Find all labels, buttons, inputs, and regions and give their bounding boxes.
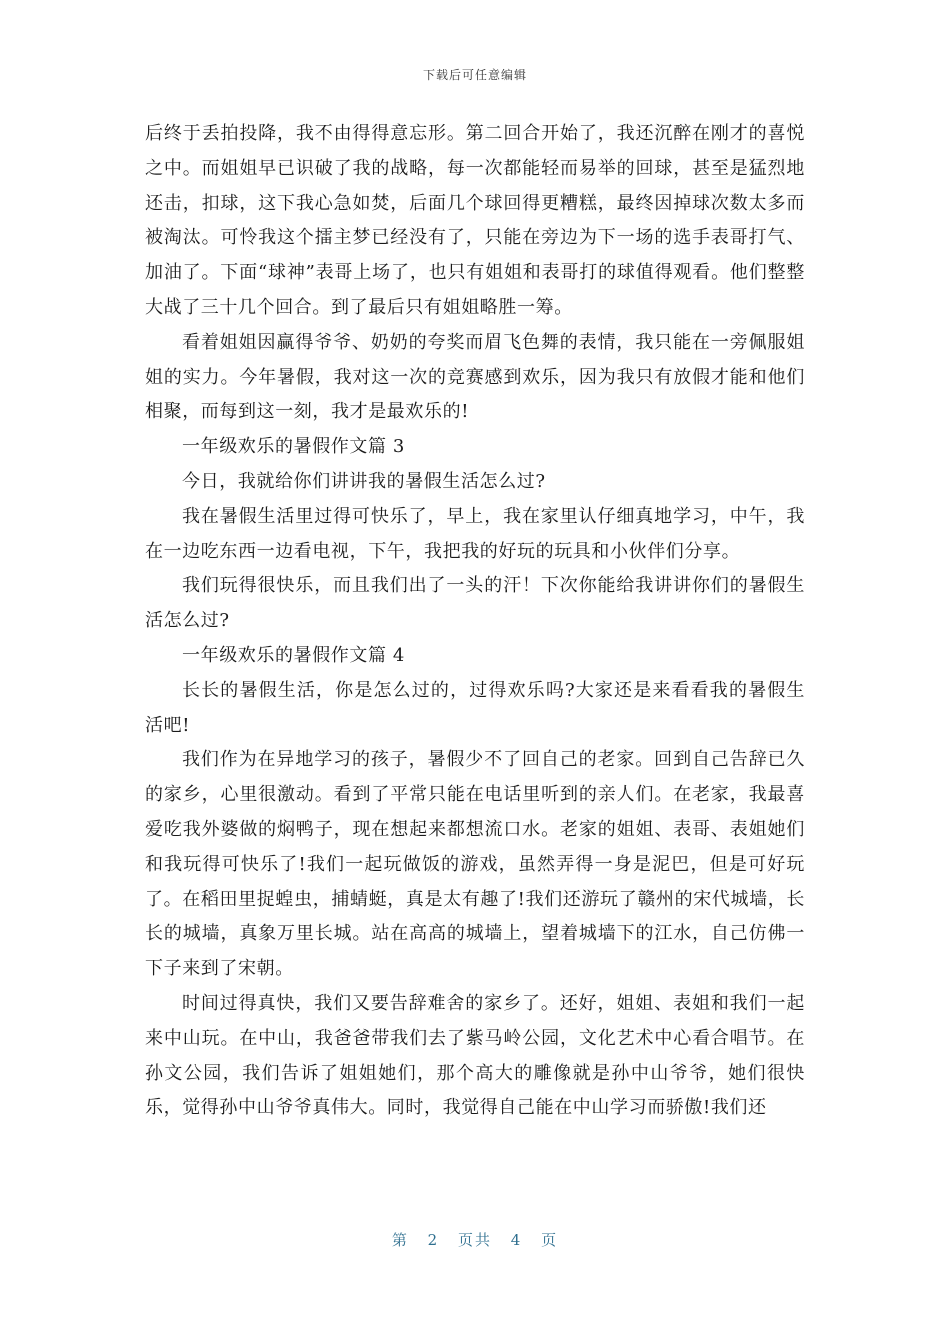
paragraph: 我们玩得很快乐，而且我们出了一头的汗！下次你能给我讲讲你们的暑假生活怎么过?: [145, 575, 805, 632]
paragraph: 今日，我就给你们讲讲我的暑假生活怎么过?: [182, 470, 546, 492]
document-body: [145, 117, 805, 1126]
page-total: 4: [510, 1231, 523, 1249]
paragraph: 我们作为在异地学习的孩子，暑假少不了回自己的老家。回到自己告辞已久的家乡，心里很激动。看到了平常只能在电话里听到的亲人们。在老家，我最喜爱吃我外婆做的焖鸭子，现在想起来都想流口水。老家的姐姐、表哥、表姐她们和我玩得可快乐了!我们一起玩做饭的游戏，虽然弄得一身是泥巴，但是可好玩了。在稻田里捉蝗虫，捕蜻蜓，真是太有趣了!我们还游玩了赣州的宋代城墙，长长的城墙，真象万里长城。站在高高的城墙上，望着城墙下的江水，自己仿佛一下子来到了宋朝。: [145, 749, 805, 980]
paragraph: 长长的暑假生活，你是怎么过的，过得欢乐吗?大家还是来看看我的暑假生活吧!: [145, 679, 805, 736]
page-footer: [0, 1229, 950, 1250]
paragraph-continuation: 后终于丢拍投降，我不由得得意忘形。第二回合开始了，我还沉醉在刚才的喜悦之中。而姐姐早已识破了我的战略，每一次都能轻而易举的回球，甚至是猛烈地还击，扣球，这下我心急如焚，后面几个球回得更糟糕，最终因掉球次数太多而被淘汰。可怜我这个擂主梦已经没有了，只能在旁边为下一场的选手表哥打气、加油了。下面“球神”表哥上场了，也只有姐姐和表哥打的球值得观看。他们整整大战了三十几个回合。到了最后只有姐姐略胜一筹。: [145, 123, 805, 318]
page-header: 下载后可任意编辑: [422, 68, 527, 82]
footer-suffix: 页: [541, 1231, 559, 1249]
paragraph: 我在暑假生活里过得可快乐了，早上，我在家里认仔细真地学习，中午，我在一边吃东西一边看电视，下午，我把我的好玩的玩具和小伙伴们分享。: [145, 505, 805, 562]
footer-prefix: 第: [391, 1231, 409, 1249]
paragraph: 时间过得真快，我们又要告辞难舍的家乡了。还好，姐姐、表姐和我们一起来中山玩。在中山，我爸爸带我们去了紫马岭公园，文化艺术中心看合唱节。在孙文公园，我们告诉了姐姐她们，那个高大的雕像就是孙中山爷爷，她们很快乐，觉得孙中山爷爷真伟大。同时，我觉得自己能在中山学习而骄傲!我们还: [145, 992, 805, 1119]
section-heading: 一年级欢乐的暑假作文篇 3: [182, 436, 405, 458]
page-number: 2: [427, 1231, 440, 1249]
footer-middle: 页共: [457, 1231, 492, 1249]
paragraph: 看着姐姐因赢得爷爷、奶奶的夸奖而眉飞色舞的表情，我只能在一旁佩服姐姐的实力。今年暑假，我对这一次的竞赛感到欢乐，因为我只有放假才能和他们相聚，而每到这一刻，我才是最欢乐的!: [145, 331, 805, 423]
section-heading: 一年级欢乐的暑假作文篇 4: [182, 644, 405, 666]
